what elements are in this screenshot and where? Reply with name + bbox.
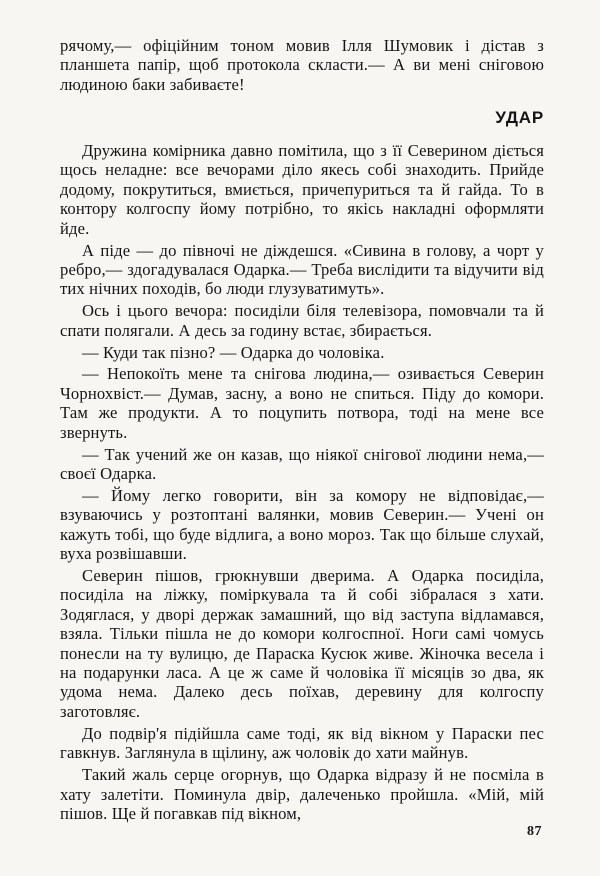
story-paragraph: Ось і цього вечора: посиділи біля телевізора, помовчали та й спати полягали. А десь за годину встає, збирається. — [60, 301, 544, 340]
continuation-paragraph: рячому,— офіційним тоном мовив Ілля Шумовик і дістав з планшета папір, щоб протокола скласти.— А ви мені сніговою людиною баки забиваєте! — [60, 36, 544, 94]
story-body — [60, 141, 544, 826]
story-paragraph: — Куди так пізно? — Одарка до чоловіка. — [82, 342, 385, 362]
story-paragraph: Такий жаль серце огорнув, що Одарка відразу й не посміла в хату залетіти. Поминула двір, далеченько пройшла. «Мій, мій пішов. Ще й погавкав під вікном, — [60, 765, 544, 823]
story-paragraph: До подвір'я підійшла саме тоді, як від вікном у Параски пес гавкнув. Заглянула в щілину, аж чоловік до хати майнув. — [60, 723, 544, 763]
story-paragraph: Дружина комірника давно помітила, що з її Северином діється щось неладне: все вечорами діло якесь собі знаходить. Прийде додому, покрутиться, вмиється, причепуриться та й гайда. То в контору колгоспу йому потрібно, то якісь накладні оформляти йде. — [60, 141, 544, 238]
story-title: УДАР — [495, 108, 544, 127]
story-paragraph: — Йому легко говорити, він за комору не відповідає,— взуваючись у розтоптані валянки, мовив Северин.— Учені он кажуть тобі, що буде відлига, а воно мороз. Так що більше слухай, вуха розвішавши. — [60, 485, 544, 564]
story-paragraph: — Так учений же он казав, що ніякої снігової людини нема,— своєї Одарка. — [60, 444, 544, 483]
story-paragraph: Северин пішов, грюкнувши дверима. А Одарка посиділа, посиділа на ліжку, поміркувала та й собі зібралася з хати. Зодяглася, у дворі держак замашний, що від заступа відламався, взяла. Тільки пішла не до комори колгоспної. Ноги самі чомусь понесли на ту вулицю, де Параска Кусюк живе. Жіночка весела і на подарунки ласа. А це ж саме й чоловіка її місяців зо два, як удома нема. Далеко десь поїхав, деревину для колгоспу заготовляє. — [60, 566, 544, 721]
page-number: 87 — [527, 824, 542, 839]
story-paragraph: — Непокоїть мене та снігова людина,— озивається Северин Чорнохвіст.— Думав, засну, а воно не спиться. Піду до комори. Там же продукти. А то поцупить потвора, тоді на мене все звернуть. — [60, 364, 544, 442]
previous-story-ending — [60, 36, 544, 94]
story-paragraph: А піде — до півночі не діждешся. «Сивина в голову, а чорт у ребро,— здогадувалася Одарка.— Треба вислідити та відучити від тих нічних походів, бо люди глузуватимуть». — [60, 240, 544, 299]
